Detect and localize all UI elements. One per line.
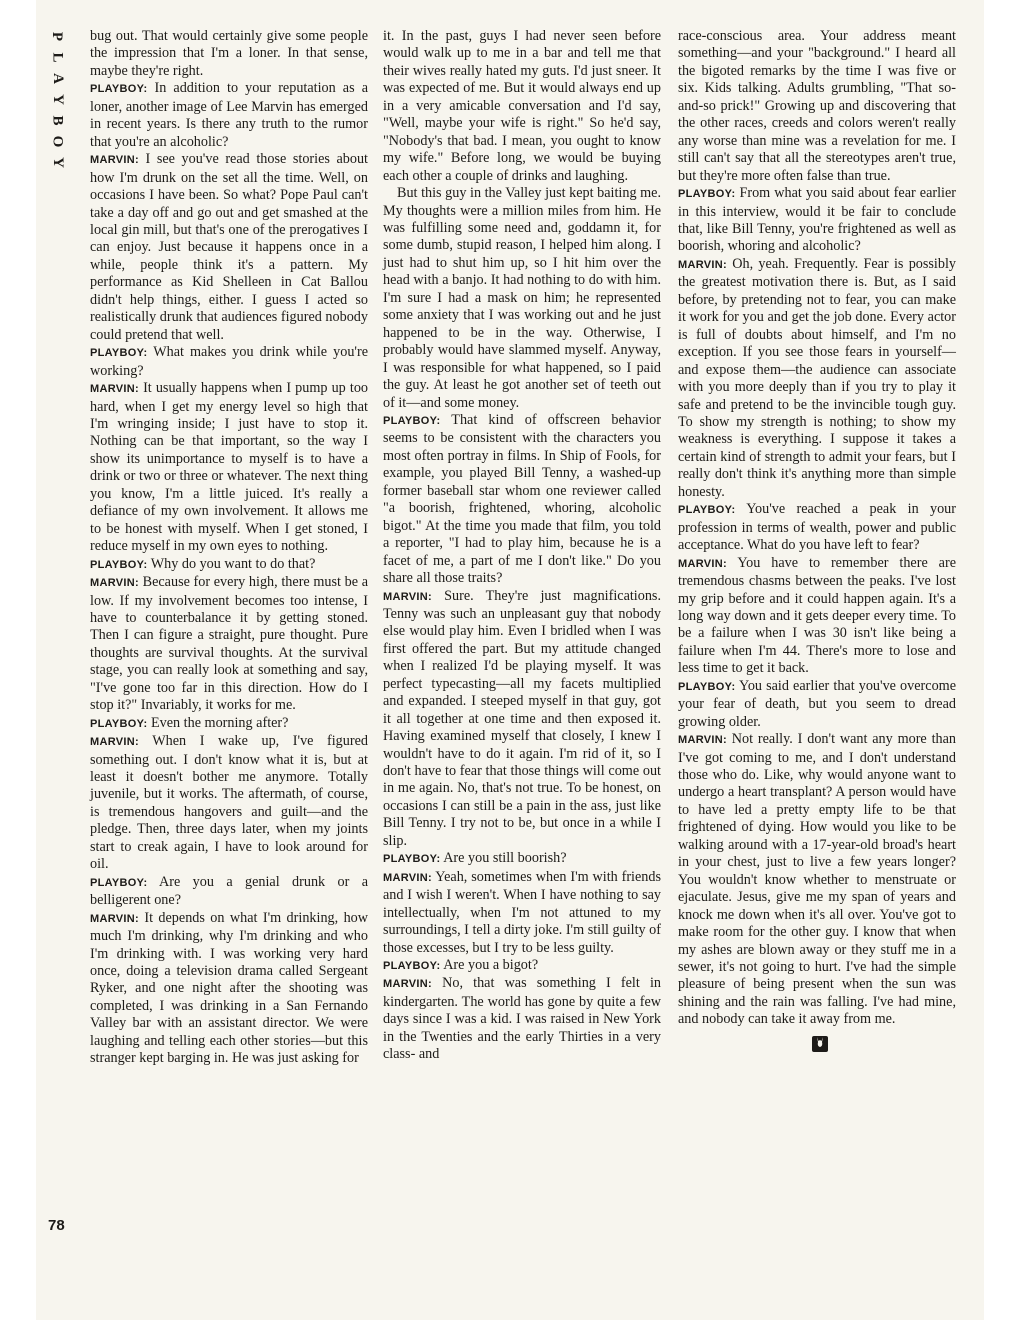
page-margin-right — [984, 0, 1020, 1320]
speaker-label: PLAYBOY: — [383, 960, 441, 973]
speaker-label: PLAYBOY: — [383, 414, 441, 427]
paragraph-text: It usually happens when I pump up too hard, when I get my energy level so high that I'm wringing inside; I just have to stop it. Nothing can be that important, so the way I show its unimportance to myself is to have a drink or two or three or whatever. The next thing you know, I'm a little juiced. It's really a defiance of my own involvement. It allows me to be honest with myself. When I get stoned, I reduce myself in my own eyes to nothing. — [90, 380, 369, 555]
paragraph-text: From what you said about fear earlier in this interview, would it be fair to conclude that, like Bill Tenny, you're frightened as well as boorish, whoring and alcoholic? — [678, 185, 956, 255]
text-column-3 — [678, 28, 956, 1052]
speaker-label: MARVIN: — [90, 912, 139, 925]
running-head-letter: O — [49, 135, 66, 148]
speaker-label: MARVIN: — [383, 871, 432, 884]
qa-paragraph — [678, 555, 956, 678]
end-mark-row — [678, 1035, 956, 1052]
paragraph-text: Yeah, sometimes when I'm with friends and I wish I weren't. When I have nothing to say intellectually, when I'm not attuned to my surroundings, I tell a dirty joke. I'm still guilty of those excesses, but I try to be less guilty. — [383, 868, 662, 956]
qa-paragraph — [90, 715, 368, 733]
speaker-label: MARVIN: — [678, 557, 727, 570]
speaker-label: PLAYBOY: — [678, 680, 736, 693]
paragraph-text: In addition to your reputation as a loner, another image of Lee Marvin has emerged in recent years. Is there any truth to the rumor that you're an alcoholic? — [90, 80, 369, 150]
body-paragraph — [383, 28, 661, 185]
speaker-label: MARVIN: — [90, 736, 139, 749]
qa-paragraph — [383, 412, 661, 588]
qa-paragraph — [90, 344, 368, 380]
paragraph-text: Because for every high, there must be a low. If my involvement becomes too intense, I have to counterbalance it by getting stoned. Then I can figure a straight, pure thought. Pure thoughts are survival thoughts. At the survival stage, you can really look at something and say, "I've gone too far in this direction. How do I stop it?" Invariably, it works for me. — [90, 574, 368, 714]
paragraph-text: When I wake up, I've figured something out. I don't know what it is, but at least it doesn't bother me anymore. Totally juvenile, but it works. The aftermath, of course, is tremendous hangovers and guilt—and the pledge. Then, three days later, when my joints start to creak again, I have to look around for oil. — [90, 733, 368, 873]
rabbit-head-icon — [812, 1036, 828, 1052]
qa-paragraph — [383, 869, 661, 957]
paragraph-text: Even the morning after? — [150, 714, 289, 731]
paragraph-text: You've reached a peak in your profession in terms of wealth, power and public acceptance. What do you have left to fear? — [678, 501, 956, 554]
paragraph-text: You said earlier that you've overcome your fear of death, but you seem to dread growing older. — [678, 677, 956, 730]
qa-paragraph — [90, 874, 368, 910]
paragraph-text: I see you've read those stories about how I'm drunk on the set all the time. Well, on occasions I have been. So what? Pope Paul can't take a day off and go out and get smashed at the local gin mill, but that's one of the prerogatives I can enjoy. Just because it happens once in a while, people think it's a pattern. My performance as Kid Shelleen in Cat Ballou didn't help things, either. I guess I acted so realistically drunk that audiences figured nobody could pretend that well. — [90, 151, 368, 343]
running-head — [44, 26, 70, 173]
speaker-label: PLAYBOY: — [90, 347, 148, 360]
qa-paragraph — [90, 556, 368, 574]
qa-paragraph — [678, 678, 956, 731]
paragraph-text: Not really. I don't want any more than I've got coming to me, and I don't understand those who do. Like, why would anyone want to undergo a heart transplant? A person would have to have led a pretty empty life to be that frightened of dying. How would you like to be walking around with a 17-year-old broad's heart in your chest, just to live a few years longer? You wouldn't know whether to menstruate or ejaculate. Jesus, give me my span of years and knock me down when it's all over. You've got to make room for the other guy. I know that when my ashes are blown away or they stuff me in a sewer, it's not going to hurt. I've had the simple pleasure of being present when the sun was shining and the rain was falling. I've had mine, and nobody can take it away from me. — [678, 731, 956, 1028]
body-paragraph — [678, 28, 956, 185]
paragraph-text: Are you a genial drunk or a belligerent one? — [90, 873, 368, 909]
qa-paragraph — [678, 501, 956, 554]
text-column-2 — [383, 28, 661, 1064]
speaker-label: MARVIN: — [383, 590, 432, 603]
paragraph-text: Why do you want to do that? — [150, 555, 316, 572]
qa-paragraph — [90, 380, 368, 556]
speaker-label: PLAYBOY: — [90, 83, 148, 96]
paragraph-text: race-conscious area. Your address meant something—and your "background." I heard all the bigoted remarks by the time I was five or six. Kids talking. Adults grumbling, "That so-and-so prick!" Growing up and discovering that the other races, creeds and colors weren't really any worse than mine was a revelation for me. I still can't say that all the stereotypes aren't true, but they're more often false than true. — [678, 28, 956, 184]
speaker-label: PLAYBOY: — [90, 876, 148, 889]
qa-paragraph — [383, 588, 661, 851]
qa-paragraph — [678, 256, 956, 501]
paragraph-text: bug out. That would certainly give some people the impression that I'm a loner. In that sense, maybe they're right. — [90, 28, 368, 79]
running-head-letter: B — [49, 115, 66, 126]
running-head-letter: Y — [49, 157, 66, 168]
paragraph-text: You have to remember there are tremendous chasms between the peaks. I've lost my grip before and it could happen again. It's a long way down and it gets deeper every time. To be a failure when I was 30 isn't like being a failure when I'm 44. There's more to lose and less time to get it back. — [678, 554, 956, 677]
speaker-label: PLAYBOY: — [678, 188, 736, 201]
qa-paragraph — [383, 957, 661, 975]
qa-paragraph — [90, 151, 368, 344]
qa-paragraph — [90, 733, 368, 874]
speaker-label: PLAYBOY: — [383, 853, 441, 866]
text-column-1 — [90, 28, 368, 1068]
qa-paragraph — [90, 80, 368, 151]
paragraph-text: Are you still boorish? — [443, 850, 567, 867]
body-paragraph — [383, 185, 661, 412]
paragraph-text: What makes you drink while you're working? — [90, 344, 369, 379]
running-head-letter: L — [49, 52, 66, 63]
qa-paragraph — [383, 850, 661, 868]
running-head-letter: P — [49, 31, 66, 42]
page-number: 78 — [48, 1217, 65, 1234]
running-head-letter: A — [49, 73, 66, 84]
paragraph-text: Oh, yeah. Frequently. Fear is possibly the greatest motivation there is. But, as I said before, by pretending not to fear, you can make it work for you and get the job done. Every actor is full of doubts about himself, and I'm no exception. If you see those fears in yourself—and expose them—the audience can associate with you more deeply than if you try to play it safe and pretend to be the invincible tough guy. To show my strength is nothing; to show my weakness is everything. I suppose it takes a certain kind of strength to admit your fears, but I really don't think it's anything more than simple honesty. — [678, 255, 957, 500]
paragraph-text: That kind of offscreen behavior seems to be consistent with the characters you most often portray in films. In Ship of Fools, for example, you played Bill Tenny, a washed-up former baseball star whom one reviewer called "a boorish, frightened, whoring, alcoholic bigot." At the time you made that film, you told a reporter, "I had to play him, because he is a facet of me, a part of me I don't like." Do you share all those traits? — [383, 411, 661, 587]
speaker-label: MARVIN: — [678, 734, 727, 747]
speaker-label: PLAYBOY: — [90, 717, 148, 730]
qa-paragraph — [383, 975, 661, 1063]
paragraph-text: No, that was something I felt in kindergarten. The world has gone by quite a few days since I was a kid. I was raised in New York in the Twenties and the early Thirties in a very class- and — [383, 975, 661, 1063]
speaker-label: PLAYBOY: — [90, 558, 148, 571]
qa-paragraph — [678, 731, 956, 1029]
qa-paragraph — [90, 910, 368, 1068]
speaker-label: MARVIN: — [383, 978, 432, 991]
speaker-label: MARVIN: — [90, 154, 139, 167]
speaker-label: PLAYBOY: — [678, 504, 736, 517]
page-margin-left — [0, 0, 36, 1320]
body-paragraph — [90, 28, 368, 80]
running-head-letter: Y — [49, 94, 66, 105]
speaker-label: MARVIN: — [678, 258, 727, 271]
speaker-label: MARVIN: — [90, 577, 139, 590]
paragraph-text: it. In the past, guys I had never seen before would walk up to me in a bar and tell me that their wives really hated my guts. I'd just sneer. It was expected of me. But it would always end up in a very amicable conversation and I'd say, "Well, maybe your wife is right." So he'd say, "Nobody's that bad. I mean, you ought to know my wife." Before long, we would be buying each other a couple of drinks and laughing. — [383, 28, 661, 184]
paragraph-text: Are you a bigot? — [443, 957, 539, 974]
paragraph-text: But this guy in the Valley just kept baiting me. My thoughts were a million miles from him. He was fulfilling some need and, goddamn it, for some dumb, stupid reason, I helped him along. I just had to shut him up, so I hit him over the head with a banjo. It had nothing to do with him. I'm sure I had a mask on him; he represented some anxiety that I was working out and he just happened to be in the way. Otherwise, I probably would have slammed myself. Anyway, I was responsible for what happened, so I paid the guy. At least he got another set of teeth out of it—and some money. — [383, 185, 661, 411]
speaker-label: MARVIN: — [90, 383, 139, 396]
paragraph-text: Sure. They're just magnifications. Tenny was such an unpleasant guy that nobody else would play him. Even I bridled when I was first offered the part. But my attitude changed when I realized I'd be playing myself. It was perfect typecasting—all my facets multiplied and expanded. I steeped myself in that guy, got it all together at one time and then exposed it. Having examined myself that closely, I knew I wouldn't have to do it again. I'm rid of it, so I don't have to fear that those things will come out in me again. No, that's not true. To be honest, on occasions I can still be a pain in the ass, just like Bill Tenny. I try not to be, but once in a while I slip. — [383, 587, 662, 849]
qa-paragraph — [90, 574, 368, 715]
paragraph-text: It depends on what I'm drinking, how much I'm drinking, why I'm drinking and who I'm drinking with. I was working very hard once, doing a television drama called Sergeant Ryker, and one night after the shooting was completed, I was drinking in a San Fernando Valley bar with an assistant director. We were laughing and telling each other stories—but this stranger kept barging in. He was just asking for — [90, 909, 369, 1067]
qa-paragraph — [678, 185, 956, 256]
